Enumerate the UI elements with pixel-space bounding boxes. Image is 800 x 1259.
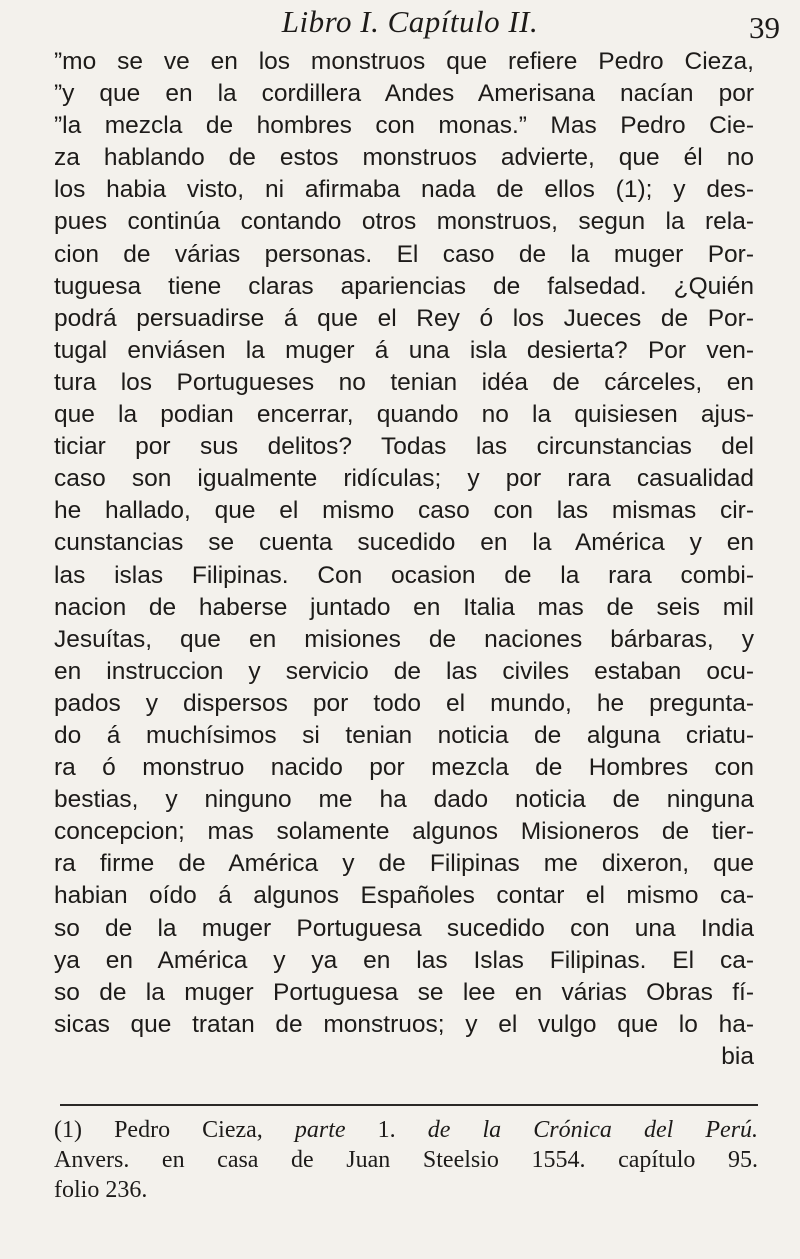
text-line: so de la muger Portuguesa sucedido con una India bbox=[54, 914, 754, 942]
text-line: cion de várias personas. El caso de la muger Por- bbox=[54, 240, 754, 268]
text-line: do á muchísimos si tenian noticia de alguna criatu- bbox=[54, 721, 754, 749]
text-line: ”y que en la cordillera Andes Amerisana nacían por bbox=[54, 80, 754, 108]
text-line: nacion de haberse juntado en Italia mas de seis mil bbox=[54, 593, 754, 621]
text-line: ya en América y ya en las Islas Filipinas. El ca- bbox=[54, 946, 754, 974]
page-number: 39 bbox=[749, 10, 780, 45]
text-line: za hablando de estos monstruos advierte, que él no bbox=[54, 144, 754, 172]
text-line: concepcion; mas solamente algunos Misioneros de tier- bbox=[54, 818, 754, 846]
text-line: pados y dispersos por todo el mundo, he pregunta- bbox=[54, 689, 754, 717]
footnote bbox=[54, 1115, 758, 1205]
text-line: tugal enviásen la muger á una isla desierta? Por ven- bbox=[54, 336, 754, 364]
footnote-part: parte bbox=[294, 1117, 346, 1143]
text-line: so de la muger Portuguesa se lee en várias Obras fí- bbox=[54, 978, 754, 1006]
footnote-author: Pedro Cieza, bbox=[114, 1117, 263, 1143]
footnote-number: 1. bbox=[377, 1117, 396, 1143]
text-line: las islas Filipinas. Con ocasion de la rara combi- bbox=[54, 561, 754, 589]
text-line: podrá persuadirse á que el Rey ó los Jueces de Por- bbox=[54, 304, 754, 332]
text-line: caso son igualmente ridículas; y por rara casualidad bbox=[54, 465, 754, 493]
footnote-marker: (1) bbox=[54, 1117, 82, 1143]
text-line: tura los Portugueses no tenian idéa de cárceles, en bbox=[54, 368, 754, 396]
running-head: Libro I. Capítulo II. bbox=[281, 4, 539, 39]
text-line: he hallado, que el mismo caso con las mismas cir- bbox=[54, 497, 754, 525]
text-line: Jesuítas, que en misiones de naciones bárbaras, y bbox=[54, 625, 754, 653]
text-line: bestias, y ninguno me ha dado noticia de ninguna bbox=[54, 786, 754, 814]
text-line: que la podian encerrar, quando no la quisiesen ajus- bbox=[54, 401, 754, 429]
body-text bbox=[54, 46, 754, 1073]
text-line: habian oído á algunos Españoles contar el mismo ca- bbox=[54, 882, 754, 910]
text-line: ra ó monstruo nacido por mezcla de Hombres con bbox=[54, 754, 754, 782]
footnote-divider bbox=[60, 1104, 758, 1106]
footnote-line: Anvers. en casa de Juan Steelsio 1554. capítulo 95. bbox=[54, 1147, 758, 1173]
footnote-line bbox=[54, 1115, 758, 1145]
text-line: ticiar por sus delitos? Todas las circunstancias del bbox=[54, 433, 754, 461]
text-line: en instruccion y servicio de las civiles estaban ocu- bbox=[54, 657, 754, 685]
footnote-title: de la Crónica del Perú. bbox=[427, 1117, 759, 1143]
footnote-line: folio 236. bbox=[54, 1177, 148, 1203]
text-line: los habia visto, ni afirmaba nada de ellos (1); y des- bbox=[54, 176, 754, 204]
text-line: ra firme de América y de Filipinas me dixeron, que bbox=[54, 850, 754, 878]
text-line: ”mo se ve en los monstruos que refiere Pedro Cieza, bbox=[54, 48, 754, 75]
text-line: cunstancias se cuenta sucedido en la América y en bbox=[54, 529, 754, 557]
text-line: sicas que tratan de monstruos; y el vulgo que lo ha- bbox=[54, 1010, 754, 1038]
page-header bbox=[40, 2, 780, 46]
catchword: bia bbox=[721, 1042, 754, 1070]
text-line: ”la mezcla de hombres con monas.” Mas Pedro Cie- bbox=[54, 112, 754, 140]
text-line: pues continúa contando otros monstruos, segun la rela- bbox=[54, 208, 754, 236]
text-line: tuguesa tiene claras apariencias de falsedad. ¿Quién bbox=[54, 272, 754, 300]
